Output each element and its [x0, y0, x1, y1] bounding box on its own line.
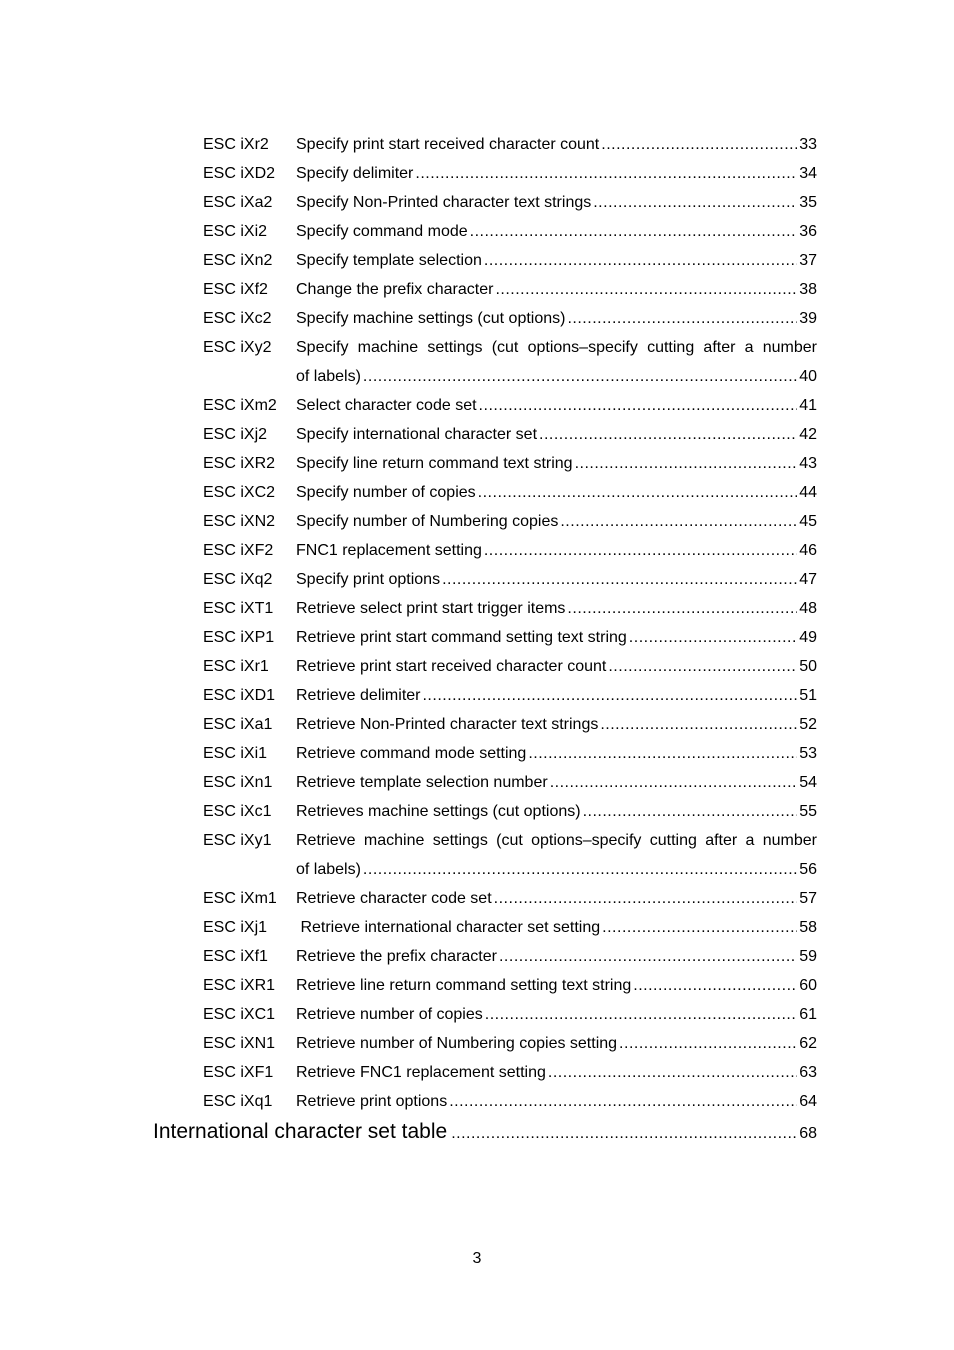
toc-entry-page: 64: [799, 1093, 817, 1110]
toc-entry[interactable]: [0, 594, 954, 623]
toc-entry-command: ESC iXD1: [203, 687, 276, 704]
toc-entry-page: 59: [799, 948, 817, 965]
toc-entry-page: 49: [799, 629, 817, 646]
toc-entry-command: ESC iXR2: [203, 455, 276, 472]
toc-entry[interactable]: [0, 710, 954, 739]
toc-entry-page: 33: [799, 136, 817, 153]
toc-entry-title: Retrieve print start command setting text string: [296, 629, 627, 646]
toc-entry-title: Specify command mode: [296, 223, 468, 240]
toc-entry-command: ESC iXn2: [203, 252, 273, 269]
toc-section-title: International character set table: [153, 1120, 448, 1143]
toc-entry-command: ESC iXF2: [203, 542, 274, 559]
table-of-contents: [0, 130, 954, 1150]
dot-leader: [602, 913, 797, 942]
dot-leader: [479, 391, 798, 420]
toc-entry-title: Specify number of copies: [296, 484, 476, 501]
toc-entry[interactable]: [0, 304, 954, 333]
toc-entry-title: Retrieve template selection number: [296, 774, 548, 791]
dot-leader: [550, 768, 798, 797]
toc-entry[interactable]: [0, 913, 954, 942]
dot-leader: [575, 449, 798, 478]
toc-entry-page: 60: [799, 977, 817, 994]
toc-entry-title: Retrieve line return command setting text string: [296, 977, 632, 994]
toc-entry-page: 36: [799, 223, 817, 240]
dot-leader: [470, 217, 798, 246]
dot-leader: [422, 681, 797, 710]
toc-entry[interactable]: [0, 449, 954, 478]
toc-entry-title: Retrieve number of Numbering copies setting: [296, 1035, 618, 1052]
dot-leader: [363, 362, 797, 391]
toc-entry-command: ESC iXm1: [203, 890, 277, 907]
toc-entry-page: 44: [799, 484, 817, 501]
toc-entry[interactable]: [0, 188, 954, 217]
toc-entry-command: ESC iXc2: [203, 310, 272, 327]
toc-entry-command: ESC iXF1: [203, 1064, 274, 1081]
toc-entry-page: 40: [799, 368, 817, 385]
toc-entry[interactable]: [0, 478, 954, 507]
dot-leader: [415, 159, 797, 188]
toc-entry[interactable]: [0, 217, 954, 246]
dot-leader: [484, 246, 797, 275]
toc-entry-title: Change the prefix character: [296, 281, 494, 298]
toc-entry[interactable]: [0, 246, 954, 275]
toc-entry[interactable]: [0, 1087, 954, 1116]
toc-entry-command: ESC iXR1: [203, 977, 276, 994]
toc-entry[interactable]: [0, 420, 954, 449]
toc-entry-command: ESC iXD2: [203, 165, 276, 182]
toc-entry-title: Specify delimiter: [296, 165, 414, 182]
toc-entry-title: Specify number of Numbering copies: [296, 513, 559, 530]
toc-entry-page: 35: [799, 194, 817, 211]
toc-entry-page: 38: [799, 281, 817, 298]
toc-entry[interactable]: [0, 507, 954, 536]
toc-entry-title: Specify Non-Printed character text strings: [296, 194, 592, 211]
dot-leader: [560, 507, 797, 536]
toc-entry[interactable]: [0, 681, 954, 710]
toc-entry-command: ESC iXj2: [203, 426, 268, 443]
toc-entry[interactable]: [0, 130, 954, 159]
toc-entry-command: ESC iXq2: [203, 571, 273, 588]
dot-leader: [499, 942, 797, 971]
toc-entry-command: ESC iXy1: [203, 832, 272, 849]
toc-entry-command: ESC iXi1: [203, 745, 268, 762]
toc-entry[interactable]: [0, 623, 954, 652]
toc-entry-title: Retrieve delimiter: [296, 687, 421, 704]
toc-entry-page: 54: [799, 774, 817, 791]
toc-entry-title-continued: of labels): [296, 861, 361, 878]
toc-entry-title: Specify print start received character count: [296, 136, 600, 153]
toc-entry-title-continued: of labels): [296, 368, 361, 385]
toc-entry-command: ESC iXi2: [203, 223, 268, 240]
toc-entry-command: ESC iXr1: [203, 658, 269, 675]
toc-entry-command: ESC iXm2: [203, 397, 277, 414]
toc-entry[interactable]: [0, 159, 954, 188]
toc-entry[interactable]: [0, 797, 954, 826]
toc-entry[interactable]: [0, 652, 954, 681]
toc-entry-page: 58: [799, 919, 817, 936]
dot-leader: [539, 420, 797, 449]
toc-entry-page: 50: [799, 658, 817, 675]
toc-entry[interactable]: [0, 275, 954, 304]
toc-entry-page: 52: [799, 716, 817, 733]
toc-entry[interactable]: [0, 971, 954, 1000]
dot-leader: [601, 130, 797, 159]
toc-entry-title: Retrieves machine settings (cut options): [296, 803, 581, 820]
toc-entry[interactable]: [0, 942, 954, 971]
toc-entry-command: ESC iXj1: [203, 919, 268, 936]
dot-leader: [451, 1118, 797, 1150]
toc-entry[interactable]: [0, 565, 954, 594]
toc-entry-title: Retrieve FNC1 replacement setting: [296, 1064, 546, 1081]
toc-entry[interactable]: [0, 826, 954, 884]
dot-leader: [494, 884, 798, 913]
toc-entry-title: Retrieve select print start trigger items: [296, 600, 566, 617]
toc-entry-title: Retrieve machine settings (cut options–specify cutting after a number: [296, 832, 817, 849]
dot-leader: [548, 1058, 797, 1087]
dot-leader: [593, 188, 797, 217]
dot-leader: [478, 478, 798, 507]
toc-entry-command: ESC iXr2: [203, 136, 269, 153]
dot-leader: [567, 304, 797, 333]
toc-entry-page: 46: [799, 542, 817, 559]
toc-entry-title: Retrieve Non-Printed character text strings: [296, 716, 599, 733]
toc-entry-command: ESC iXy2: [203, 339, 272, 356]
toc-entry-command: ESC iXC1: [203, 1006, 276, 1023]
dot-leader: [442, 565, 797, 594]
toc-entry-page: 57: [799, 890, 817, 907]
toc-entry-title: Select character code set: [296, 397, 477, 414]
toc-entry-page: 61: [799, 1006, 817, 1023]
toc-entry[interactable]: [0, 768, 954, 797]
toc-entry-command: ESC iXN1: [203, 1035, 276, 1052]
toc-entry-command: ESC iXf1: [203, 948, 268, 965]
toc-entry-page: 42: [799, 426, 817, 443]
toc-entry[interactable]: [0, 884, 954, 913]
toc-entry-command: ESC iXq1: [203, 1093, 273, 1110]
toc-entry-command: ESC iXa1: [203, 716, 273, 733]
dot-leader: [600, 710, 797, 739]
toc-section-page: 68: [799, 1125, 817, 1142]
toc-entry-title: Retrieve print start received character count: [296, 658, 607, 675]
toc-section-entry[interactable]: [0, 1116, 954, 1150]
toc-entry-command: ESC iXc1: [203, 803, 272, 820]
toc-entry-page: 63: [799, 1064, 817, 1081]
dot-leader: [633, 971, 797, 1000]
toc-entry-page: 56: [799, 861, 817, 878]
toc-entry-title: Specify line return command text string: [296, 455, 573, 472]
toc-entry-title: Specify machine settings (cut options): [296, 310, 566, 327]
page-number: 3: [472, 1250, 482, 1267]
dot-leader: [583, 797, 798, 826]
dot-leader: [363, 855, 797, 884]
toc-entry-page: 55: [799, 803, 817, 820]
toc-entry-page: 37: [799, 252, 817, 269]
toc-entry-page: 39: [799, 310, 817, 327]
toc-entry-page: 45: [799, 513, 817, 530]
toc-entry-title: Specify international character set: [296, 426, 538, 443]
dot-leader: [567, 594, 797, 623]
dot-leader: [484, 536, 797, 565]
toc-entry-command: ESC iXC2: [203, 484, 276, 501]
toc-entry-command: ESC iXa2: [203, 194, 273, 211]
toc-entry-title: Retrieve print options: [296, 1093, 448, 1110]
dot-leader: [528, 739, 797, 768]
toc-entry[interactable]: [0, 1000, 954, 1029]
toc-entry-title: Specify template selection: [296, 252, 482, 269]
toc-entry-page: 48: [799, 600, 817, 617]
dot-leader: [495, 275, 797, 304]
toc-entry-page: 41: [799, 397, 817, 414]
toc-entry[interactable]: [0, 333, 954, 391]
dot-leader: [629, 623, 797, 652]
toc-entry-title: Retrieve the prefix character: [296, 948, 497, 965]
dot-leader: [619, 1029, 797, 1058]
toc-entry-title: FNC1 replacement setting: [296, 542, 482, 559]
toc-entry[interactable]: [0, 391, 954, 420]
toc-entry-title: Specify machine settings (cut options–specify cutting after a number: [296, 339, 817, 356]
toc-entry-command: ESC iXP1: [203, 629, 275, 646]
toc-entry-page: 62: [799, 1035, 817, 1052]
toc-entry-title: Retrieve command mode setting: [296, 745, 527, 762]
toc-entry-command: ESC iXN2: [203, 513, 276, 530]
dot-leader: [449, 1087, 797, 1116]
toc-entry[interactable]: [0, 1029, 954, 1058]
dot-leader: [485, 1000, 797, 1029]
toc-entry-title: Specify print options: [296, 571, 441, 588]
toc-entry-title: Retrieve international character set setting: [296, 919, 601, 936]
toc-entry-title: Retrieve number of copies: [296, 1006, 483, 1023]
toc-entry[interactable]: [0, 739, 954, 768]
toc-entry-title: Retrieve character code set: [296, 890, 492, 907]
toc-entry-page: 47: [799, 571, 817, 588]
dot-leader: [608, 652, 797, 681]
toc-entry[interactable]: [0, 536, 954, 565]
toc-entry-command: ESC iXn1: [203, 774, 273, 791]
toc-entry-command: ESC iXf2: [203, 281, 268, 298]
toc-entry-page: 34: [799, 165, 817, 182]
toc-entry[interactable]: [0, 1058, 954, 1087]
toc-entry-page: 53: [799, 745, 817, 762]
toc-entry-page: 51: [799, 687, 817, 704]
toc-entry-page: 43: [799, 455, 817, 472]
toc-entry-command: ESC iXT1: [203, 600, 274, 617]
